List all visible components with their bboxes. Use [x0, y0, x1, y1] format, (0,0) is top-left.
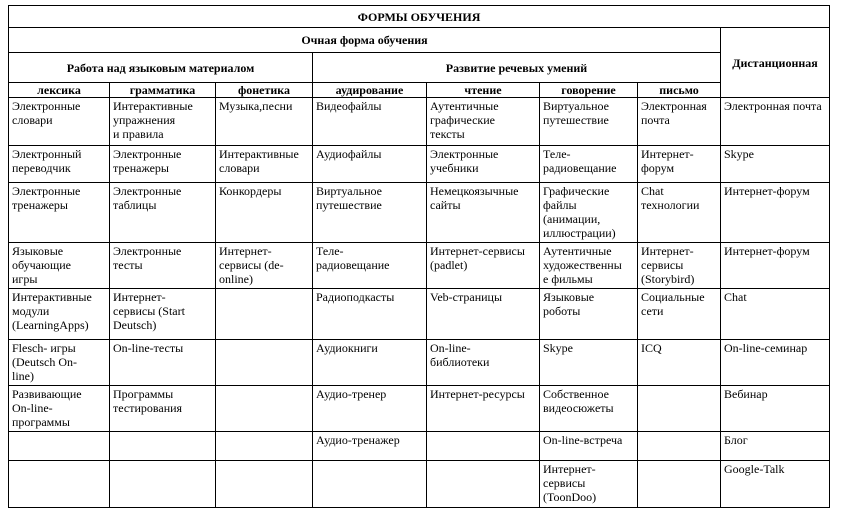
table-cell: Виртуальное путешествие: [540, 98, 638, 146]
group-speech-header: Развитие речевых умений: [313, 53, 721, 83]
table-cell: Аудиофайлы: [313, 146, 427, 183]
table-cell: Теле- радиовещание: [313, 243, 427, 289]
table-cell: [216, 340, 313, 386]
table-cell: On-line-семинар: [721, 340, 830, 386]
column-header: аудирование: [313, 83, 427, 98]
table-cell: Veb-страницы: [427, 289, 540, 340]
column-header: письмо: [638, 83, 721, 98]
table-cell: ICQ: [638, 340, 721, 386]
table-cell: On-line-тесты: [110, 340, 216, 386]
table-cell: Skype: [540, 340, 638, 386]
table-cell: Электронная почта: [721, 98, 830, 146]
table-cell: Электронные тесты: [110, 243, 216, 289]
table-cell: [427, 432, 540, 461]
table-cell: Интернет- сервисы (ToonDoo): [540, 461, 638, 508]
table-cell: Аудиокниги: [313, 340, 427, 386]
table-cell: Электронные тренажеры: [9, 183, 110, 243]
table-cell: Радиоподкасты: [313, 289, 427, 340]
table-cell: Развивающие On-line- программы: [9, 386, 110, 432]
table-cell: Электронный переводчик: [9, 146, 110, 183]
fulltime-header: Очная форма обучения: [9, 28, 721, 53]
table-cell: Языковые обучающие игры: [9, 243, 110, 289]
table-cell: [216, 461, 313, 508]
table-cell: [638, 461, 721, 508]
distance-header: Дистанционная: [721, 28, 830, 98]
table-cell: On-line-встреча: [540, 432, 638, 461]
table-row: [9, 289, 830, 340]
table-cell: Электронные тренажеры: [110, 146, 216, 183]
column-header: говорение: [540, 83, 638, 98]
table-cell: Немецкоязычные сайты: [427, 183, 540, 243]
table-cell: Интерактивные упражнения и правила: [110, 98, 216, 146]
table-cell: Электронная почта: [638, 98, 721, 146]
table-cell: Графические файлы (анимации, иллюстрации): [540, 183, 638, 243]
table-cell: Google-Talk: [721, 461, 830, 508]
table-cell: [110, 461, 216, 508]
table-cell: Музыка,песни: [216, 98, 313, 146]
group-language-header: Работа над языковым материалом: [9, 53, 313, 83]
column-header: лексика: [9, 83, 110, 98]
table-cell: Электронные таблицы: [110, 183, 216, 243]
table-cell: Интернет-ресурсы: [427, 386, 540, 432]
table-cell: Конкордеры: [216, 183, 313, 243]
table-cell: [216, 386, 313, 432]
table-row: [9, 98, 830, 146]
table-cell: Chat технологии: [638, 183, 721, 243]
table-cell: Теле- радиовещание: [540, 146, 638, 183]
table-cell: Интернет- сервисы (Start Deutsch): [110, 289, 216, 340]
table-cell: Вебинар: [721, 386, 830, 432]
table-cell: Интерактивные словари: [216, 146, 313, 183]
table-cell: Аудио-тренажер: [313, 432, 427, 461]
forms-table: [8, 5, 830, 508]
table-cell: Chat: [721, 289, 830, 340]
table-cell: [427, 461, 540, 508]
table-cell: Виртуальное путешествие: [313, 183, 427, 243]
table-cell: Интернет-форум: [721, 183, 830, 243]
table-cell: [9, 461, 110, 508]
table-cell: [313, 461, 427, 508]
table-cell: [110, 432, 216, 461]
table-cell: Электронные учебники: [427, 146, 540, 183]
table-cell: Аутентичные художественны е фильмы: [540, 243, 638, 289]
table-cell: Интернет- сервисы (de- online): [216, 243, 313, 289]
table-cell: [638, 386, 721, 432]
table-cell: Блог: [721, 432, 830, 461]
table-row: [9, 386, 830, 432]
column-header: фонетика: [216, 83, 313, 98]
table-cell: Skype: [721, 146, 830, 183]
table-cell: Аудио-тренер: [313, 386, 427, 432]
table-cell: Электронные словари: [9, 98, 110, 146]
table-cell: Интерактивные модули (LearningApps): [9, 289, 110, 340]
column-header: грамматика: [110, 83, 216, 98]
table-row: [9, 432, 830, 461]
table-row: [9, 146, 830, 183]
table-cell: Программы тестирования: [110, 386, 216, 432]
table-cell: Интернет- форум: [638, 146, 721, 183]
table-cell: [9, 432, 110, 461]
table-cell: Аутентичные графические тексты: [427, 98, 540, 146]
table-row: [9, 340, 830, 386]
table-cell: [216, 432, 313, 461]
table-cell: Интернет-форум: [721, 243, 830, 289]
table-row: [9, 183, 830, 243]
table-title: ФОРМЫ ОБУЧЕНИЯ: [9, 6, 830, 28]
table-cell: Flesch- игры (Deutsch On- line): [9, 340, 110, 386]
table-row: [9, 461, 830, 508]
table-cell: On-line- библиотеки: [427, 340, 540, 386]
table-cell: Социальные сети: [638, 289, 721, 340]
table-cell: Собственное видеосюжеты: [540, 386, 638, 432]
table-cell: Интернет- сервисы (Storybird): [638, 243, 721, 289]
table-cell: Видеофайлы: [313, 98, 427, 146]
column-header: чтение: [427, 83, 540, 98]
table-cell: [216, 289, 313, 340]
table-row: [9, 243, 830, 289]
table-cell: [638, 432, 721, 461]
table-cell: Языковые роботы: [540, 289, 638, 340]
table-cell: Интернет-сервисы (padlet): [427, 243, 540, 289]
